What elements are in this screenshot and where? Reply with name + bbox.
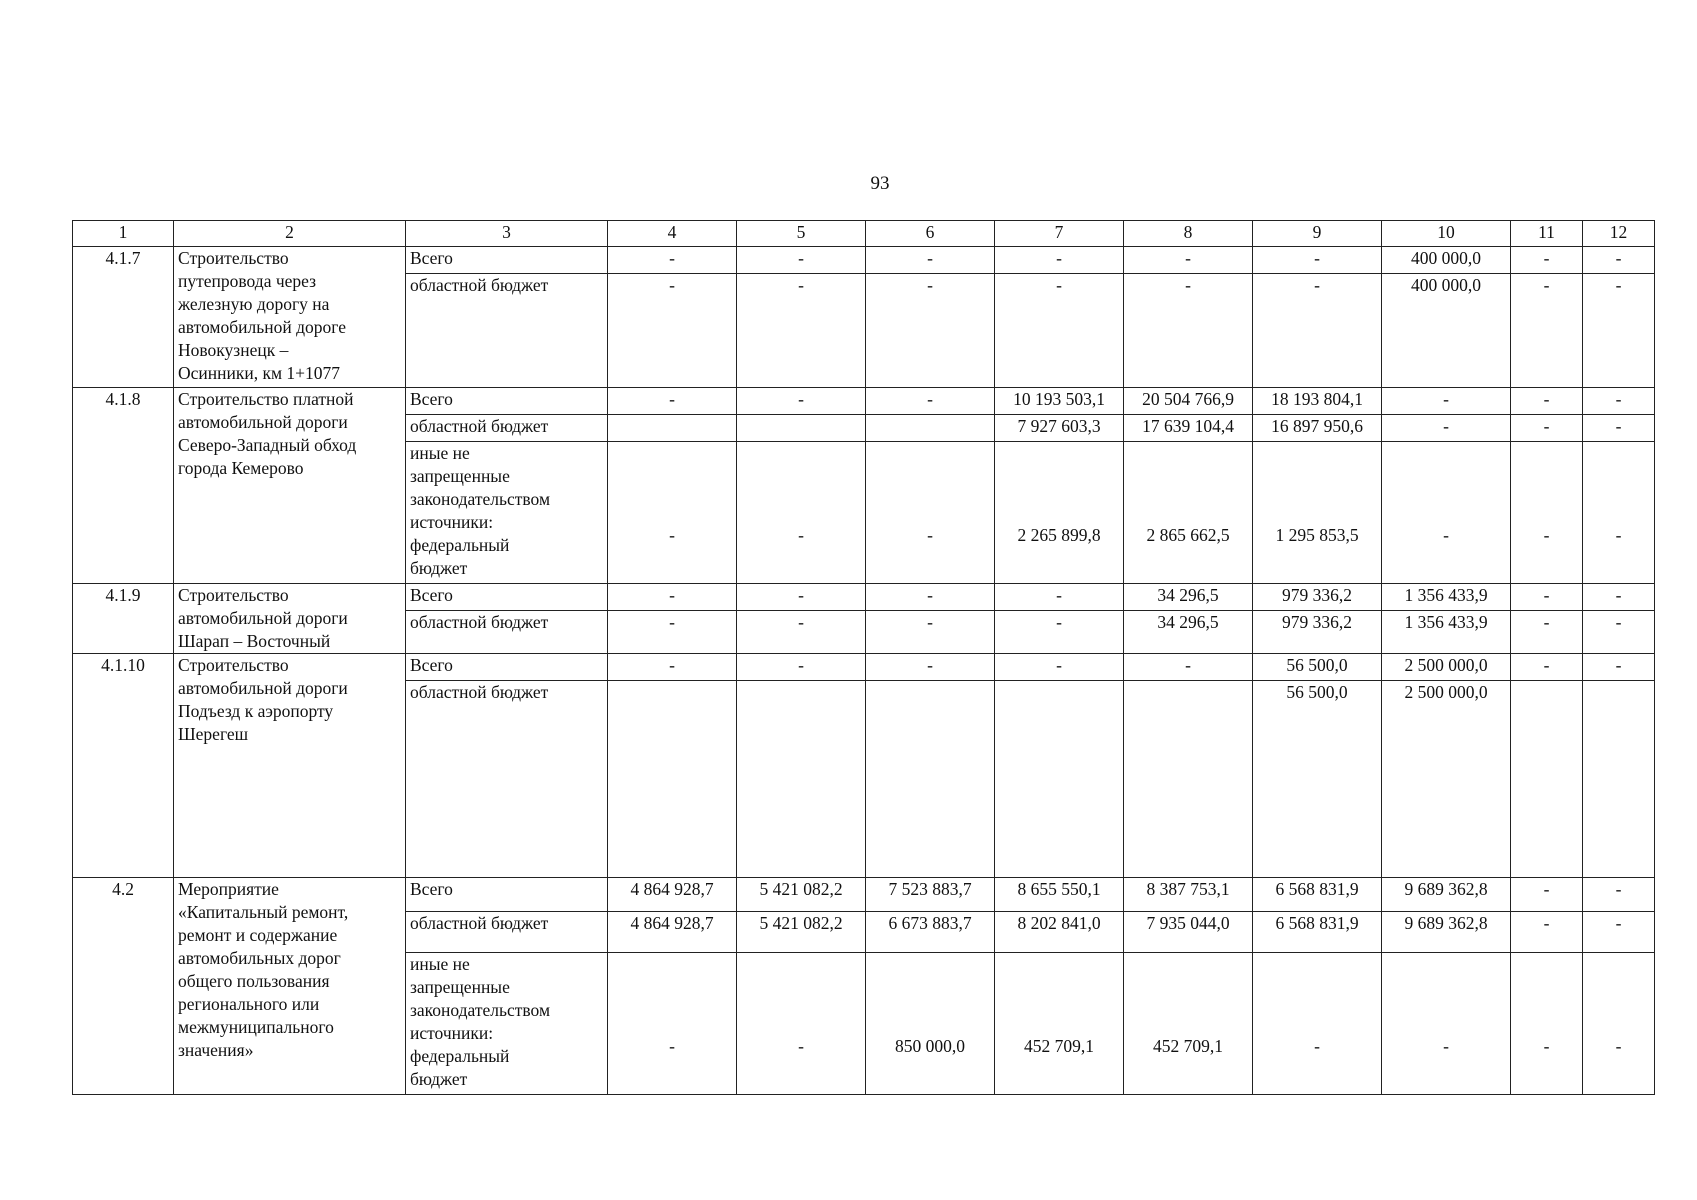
value-cell: - [1124,247,1253,274]
value-cell: - [737,442,866,584]
value-cell: 979 336,2 [1253,584,1382,611]
value-cell [866,681,995,878]
value-cell: - [1511,442,1583,584]
source-label: областной бюджет [406,274,608,388]
value-cell: - [608,274,737,388]
value-cell: - [1511,878,1583,912]
value-cell: - [737,953,866,1095]
value-cell: 2 865 662,5 [1124,442,1253,584]
value-cell: 1 356 433,9 [1382,611,1511,654]
value-cell: 452 709,1 [995,953,1124,1095]
value-cell: - [1124,274,1253,388]
value-cell: - [1583,442,1655,584]
value-cell: 8 387 753,1 [1124,878,1253,912]
value-cell: 9 689 362,8 [1382,912,1511,953]
column-header: 2 [174,221,406,247]
value-cell: - [1124,654,1253,681]
value-cell: - [1511,611,1583,654]
value-cell: 6 568 831,9 [1253,878,1382,912]
column-header: 4 [608,221,737,247]
value-cell: - [737,611,866,654]
value-cell: - [1253,274,1382,388]
value-cell: 979 336,2 [1253,611,1382,654]
value-cell: 7 927 603,3 [995,415,1124,442]
column-header: 1 [73,221,174,247]
value-cell: - [1382,388,1511,415]
value-cell: - [1583,912,1655,953]
value-cell: - [995,247,1124,274]
row-title: Строительство платной автомобильной дороги Северо-Западный обход города Кемерово [174,388,406,584]
column-header: 6 [866,221,995,247]
value-cell: 1 295 853,5 [1253,442,1382,584]
table-row [73,654,1655,681]
value-cell: - [1583,274,1655,388]
page-number: 93 [870,173,890,194]
value-cell: - [1583,878,1655,912]
value-cell: - [1253,247,1382,274]
column-header: 8 [1124,221,1253,247]
source-label: областной бюджет [406,415,608,442]
column-header: 5 [737,221,866,247]
value-cell: 34 296,5 [1124,584,1253,611]
value-cell: - [1511,912,1583,953]
value-cell: 4 864 928,7 [608,878,737,912]
row-title: Строительство автомобильной дороги Подъезд к аэропорту Шерегеш [174,654,406,878]
value-cell: 850 000,0 [866,953,995,1095]
column-header: 11 [1511,221,1583,247]
source-label: областной бюджет [406,912,608,953]
source-label: областной бюджет [406,611,608,654]
table-row [73,388,1655,415]
value-cell: - [1382,953,1511,1095]
source-label: областной бюджет [406,681,608,878]
value-cell: - [1511,247,1583,274]
value-cell: 400 000,0 [1382,247,1511,274]
row-title: Строительство путепровода через железную дорогу на автомобильной дороге Новокузнецк – Осинники, км 1+1077 [174,247,406,388]
source-label: иные не запрещенные законодательством источники: федеральный бюджет [406,953,608,1095]
value-cell: - [866,584,995,611]
value-cell: 2 500 000,0 [1382,681,1511,878]
value-cell: - [866,611,995,654]
value-cell: 7 523 883,7 [866,878,995,912]
value-cell: 6 673 883,7 [866,912,995,953]
value-cell: - [737,654,866,681]
value-cell: - [1382,442,1511,584]
value-cell: - [737,247,866,274]
value-cell: - [608,654,737,681]
source-label: иные не запрещенные законодательством источники: федеральный бюджет [406,442,608,584]
value-cell: - [737,274,866,388]
value-cell: 56 500,0 [1253,681,1382,878]
value-cell: - [1511,584,1583,611]
source-label: Всего [406,584,608,611]
value-cell: 400 000,0 [1382,274,1511,388]
value-cell: 10 193 503,1 [995,388,1124,415]
value-cell: - [1583,388,1655,415]
value-cell: - [1583,953,1655,1095]
row-code: 4.1.10 [73,654,174,878]
source-label: Всего [406,247,608,274]
value-cell [1124,681,1253,878]
source-label: Всего [406,878,608,912]
value-cell: 1 356 433,9 [1382,584,1511,611]
value-cell: - [608,442,737,584]
column-header: 3 [406,221,608,247]
table-row [73,247,1655,274]
value-cell: - [608,953,737,1095]
value-cell [1583,681,1655,878]
value-cell: 2 265 899,8 [995,442,1124,584]
value-cell: 16 897 950,6 [1253,415,1382,442]
value-cell: 6 568 831,9 [1253,912,1382,953]
value-cell: - [1583,415,1655,442]
row-code: 4.2 [73,878,174,1095]
value-cell: - [995,584,1124,611]
value-cell: 452 709,1 [1124,953,1253,1095]
row-title: Строительство автомобильной дороги Шарап – Восточный [174,584,406,654]
value-cell: - [737,388,866,415]
value-cell: - [995,654,1124,681]
value-cell: - [995,611,1124,654]
value-cell: 18 193 804,1 [1253,388,1382,415]
row-title: Мероприятие «Капитальный ремонт, ремонт и содержание автомобильных дорог общего пользования регионального или межмуниципального значения» [174,878,406,1095]
value-cell: - [995,274,1124,388]
value-cell: - [1583,584,1655,611]
value-cell: 17 639 104,4 [1124,415,1253,442]
value-cell: - [866,654,995,681]
value-cell: - [1253,953,1382,1095]
value-cell [737,415,866,442]
table-row [73,878,1655,912]
value-cell: 5 421 082,2 [737,912,866,953]
value-cell: 8 202 841,0 [995,912,1124,953]
header-row [73,221,1655,247]
value-cell: 34 296,5 [1124,611,1253,654]
value-cell [1511,681,1583,878]
value-cell: - [608,247,737,274]
value-cell: - [1583,611,1655,654]
value-cell [866,415,995,442]
source-label: Всего [406,654,608,681]
column-header: 7 [995,221,1124,247]
value-cell: - [866,442,995,584]
budget-table [72,220,1655,1095]
value-cell: 4 864 928,7 [608,912,737,953]
value-cell: - [866,274,995,388]
value-cell: 2 500 000,0 [1382,654,1511,681]
value-cell: - [737,584,866,611]
value-cell: 56 500,0 [1253,654,1382,681]
value-cell: - [866,388,995,415]
source-label: Всего [406,388,608,415]
value-cell: 9 689 362,8 [1382,878,1511,912]
value-cell: - [1583,654,1655,681]
row-code: 4.1.7 [73,247,174,388]
value-cell: - [608,584,737,611]
value-cell: - [1511,654,1583,681]
value-cell: - [608,611,737,654]
value-cell: 20 504 766,9 [1124,388,1253,415]
column-header: 12 [1583,221,1655,247]
value-cell: 8 655 550,1 [995,878,1124,912]
value-cell: - [1511,953,1583,1095]
value-cell: - [1583,247,1655,274]
value-cell: - [608,388,737,415]
value-cell: - [1382,415,1511,442]
column-header: 9 [1253,221,1382,247]
value-cell [995,681,1124,878]
value-cell [737,681,866,878]
column-header: 10 [1382,221,1511,247]
value-cell: 5 421 082,2 [737,878,866,912]
value-cell: - [1511,388,1583,415]
row-code: 4.1.9 [73,584,174,654]
table-row [73,584,1655,611]
value-cell: 7 935 044,0 [1124,912,1253,953]
value-cell [608,681,737,878]
value-cell: - [1511,274,1583,388]
value-cell [608,415,737,442]
value-cell: - [866,247,995,274]
row-code: 4.1.8 [73,388,174,584]
value-cell: - [1511,415,1583,442]
